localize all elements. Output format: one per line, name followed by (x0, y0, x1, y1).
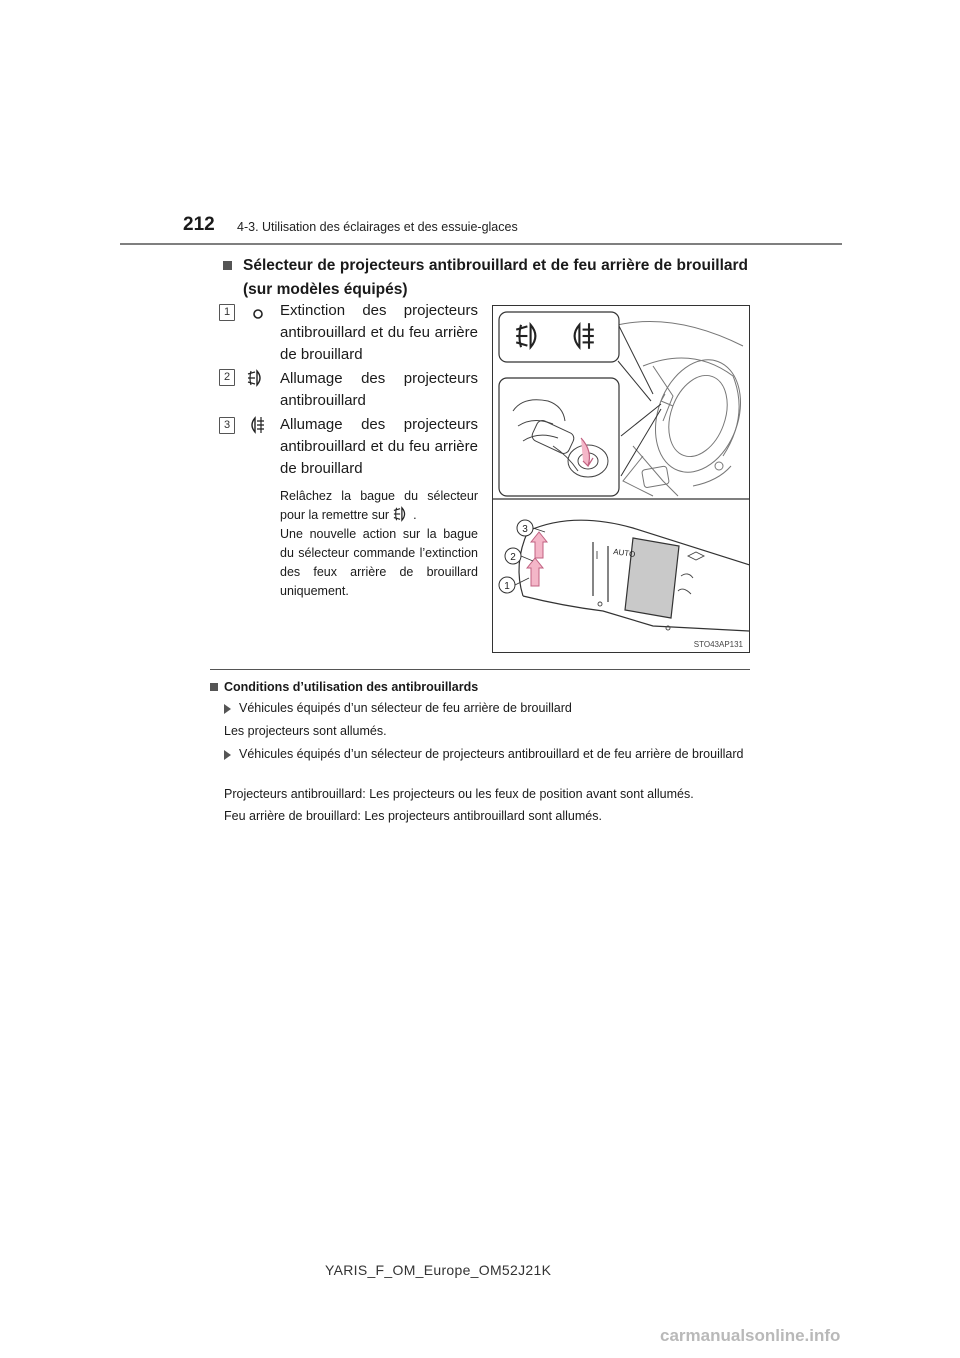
conditions-heading-text: Conditions d’utilisation des antibrouillards (224, 680, 479, 694)
conditions-square-icon (210, 683, 218, 691)
bullet-2-text: Véhicules équipés d’un sélecteur de projecteurs antibrouillard et de feu arrière de brouillard (239, 747, 744, 761)
conditions-paragraph-2: Projecteurs antibrouillard: Les projecteurs ou les feux de position avant sont allumés. (224, 787, 694, 801)
conditions-heading (210, 680, 478, 694)
figure-code: STO43AP131 (693, 640, 743, 649)
conditions-bullet-2 (224, 745, 746, 764)
main-heading-text: Sélecteur de projecteurs antibrouillard et de feu arrière de brouillard (sur modèles équipés) (243, 257, 748, 298)
page-number: 212 (183, 214, 215, 235)
watermark: carmanualsonline.info (660, 1326, 841, 1345)
bullet-triangle-icon (224, 750, 231, 760)
item-number-2: 2 (219, 369, 235, 386)
bullet-1-text: Véhicules équipés d’un sélecteur de feu arrière de brouillard (239, 701, 572, 715)
auto-label: AUTO (612, 547, 636, 560)
conditions-paragraph-1: Les projecteurs sont allumés. (224, 724, 387, 738)
item-text-2: Allumage des projecteurs antibrouillard (280, 370, 478, 409)
callout-3: 3 (522, 524, 528, 535)
conditions-paragraph-3: Feu arrière de brouillard: Les projecteurs antibrouillard sont allumés. (224, 809, 602, 823)
item-text-3: Allumage des projecteurs antibrouillard et du feu arrière de brouillard (280, 416, 478, 477)
front-fog-light-icon (246, 368, 266, 388)
note-before-icon: Relâchez la bague du sélecteur pour la remettre sur (280, 489, 478, 522)
section-title: 4-3. Utilisation des éclairages et des essuie-glaces (237, 220, 518, 234)
fog-light-switch-figure (492, 305, 750, 653)
note-paragraph-1 (280, 487, 478, 525)
off-circle-icon (248, 304, 268, 324)
bullet-triangle-icon (224, 704, 231, 714)
header-divider (120, 243, 842, 245)
front-fog-light-inline-icon (392, 506, 410, 522)
callout-1: 1 (504, 581, 510, 592)
rear-fog-light-icon (246, 415, 266, 435)
footer-document-code: YARIS_F_OM_Europe_OM52J21K (325, 1262, 552, 1278)
note-after-icon: . (413, 508, 417, 522)
note-paragraph-2: Une nouvelle action sur la bague du sélecteur commande l’extinction des feux arrière de brouillard uniquement. (280, 527, 478, 598)
item-number-3: 3 (219, 417, 235, 434)
section-divider (210, 669, 750, 670)
note-block (280, 487, 478, 601)
conditions-bullet-1 (224, 699, 746, 718)
item-number-1: 1 (219, 304, 235, 321)
main-heading (223, 254, 748, 302)
figure-illustration (493, 306, 749, 652)
heading-square-icon (223, 261, 232, 270)
item-text-1: Extinction des projecteurs antibrouillard et du feu arrière de brouillard (280, 302, 478, 363)
callout-2: 2 (510, 552, 516, 563)
